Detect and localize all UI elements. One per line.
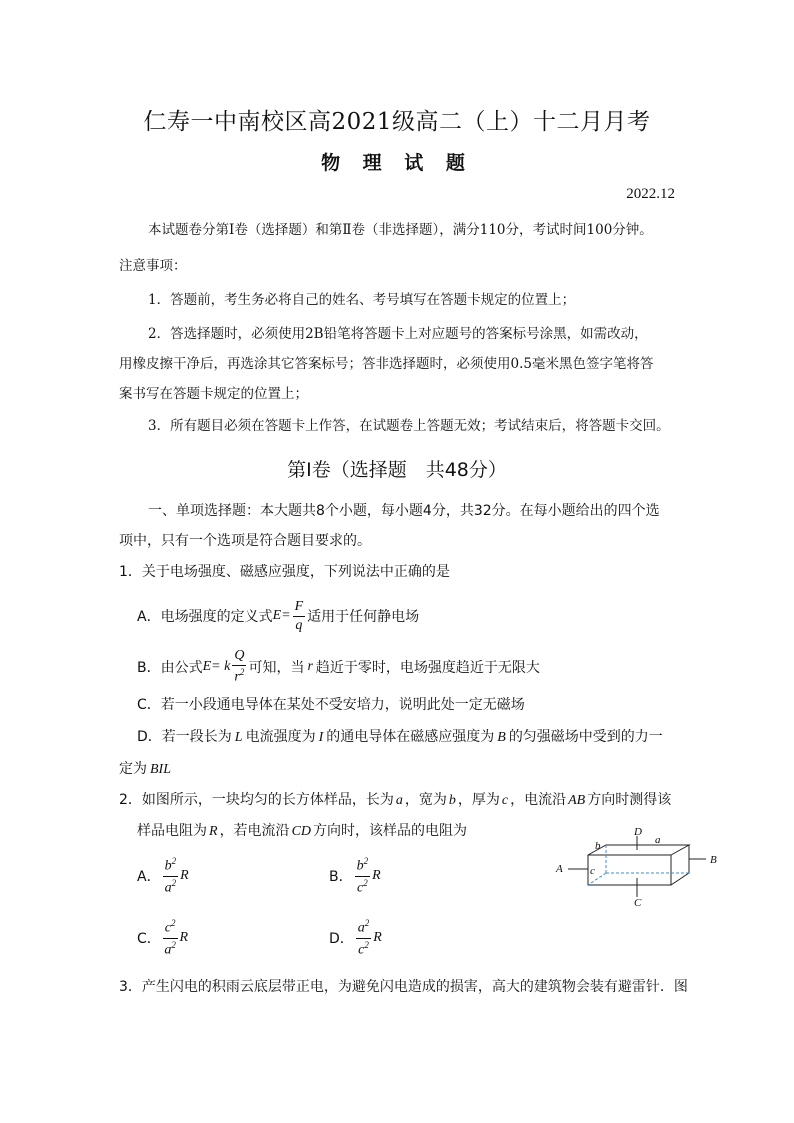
q1-a-fraction [293,600,306,633]
q1-b-variable: r [307,659,313,674]
q1-stem: 1．关于电场强度、磁感应强度，下列说法中正确的是 [119,564,450,580]
q1-a-denominator: q [295,617,303,633]
figure-label-C: C [634,897,642,909]
q1-option-d-line-2: 定为 BIL [119,761,171,777]
figure-label-D: D [634,826,642,838]
q2-option-d: D． $\frac{a^2}{c^2}$ R [329,917,382,958]
q2-stem-line-2: 样品电阻为 R ，若电流沿 CD 方向时，该样品的电阻为 [137,823,468,839]
note-2-line-2: 用橡皮擦干净后，再选涂其它答案标号；答非选择题时，必须使用0.5毫米黑色签字笔将答 [119,356,654,372]
cuboid-front-face [588,855,671,885]
figure-label-B: B [710,854,717,866]
q1-option-b [137,647,540,687]
q1-option-a-label: A．电场强度的定义式 [137,609,273,625]
q2-stem-line-1: 2．如图所示，一块均匀的长方体样品，长为 a ，宽为 b ，厚为 c ，电流沿 AB 方向时测得该 [119,792,672,808]
q2-cuboid-figure [548,826,728,910]
q2-option-c: C． $\frac{c^2}{a^2}$ R [137,917,189,958]
q2-option-a: A． $\frac{b^2}{a^2}$ R [137,855,189,896]
section-instructions-line-2: 项中，只有一个选项是符合题目要求的。 [119,533,371,549]
intro-text: 本试题卷分第Ⅰ卷（选择题）和第Ⅱ卷（非选择题），满分110分，考试时间100分钟。 [148,222,653,238]
q1-option-b-label: B．由公式 [137,660,203,676]
q1-a-formula-lhs: E [272,608,282,623]
exam-title: 仁寿一中南校区高2021级高二（上）十二月月考 [143,109,651,135]
exam-subject: 物 理 试 题 [321,152,473,174]
q1-option-c: C．若一小段通电导体在某处不受安培力，说明此处一定无磁场 [137,697,525,713]
note-3: 3．所有题目必须在答题卡上作答，在试题卷上答题无效；考试结束后，将答题卡交回。 [148,418,670,434]
q3-stem-line-1: 3．产生闪电的积雨云底层带正电，为避免闪电造成的损害，高大的建筑物会装有避雷针．图 [119,979,688,995]
q1-option-a-text: 适用于任何静电场 [307,609,420,625]
figure-label-a: a [655,834,661,846]
q1-a-numerator: F [293,600,306,617]
figure-label-A: A [556,863,563,875]
notes-title: 注意事项： [119,258,187,274]
cuboid-right-face [671,845,689,885]
note-2-line-3: 案书写在答题卡规定的位置上； [119,386,308,402]
section-title: 第Ⅰ卷（选择题 共48分） [287,459,507,481]
note-2-line-1: 2．答选择题时，必须使用2B铅笔将答题卡上对应题号的答案标号涂黑，如需改动， [148,326,648,342]
q2-option-b: B． $\frac{b^2}{c^2}$ R [329,855,381,896]
q1-b-formula-lhs: E [202,659,212,674]
q1-b-numerator: Q [232,649,246,666]
q1-a-formula-eq: = [281,608,291,623]
cuboid-top-face [588,845,689,855]
q1-option-d: D．若一段长为 L 电流强度为 I 的通电导体在磁感应强度为 B 的匀强磁场中受到的力一 [137,729,663,745]
q1-option-b-text-1: 可知，当 [248,660,305,676]
q1-option-a [137,596,419,636]
figure-label-c: c [590,865,595,877]
q1-b-denominator: $r^2$ [234,667,245,685]
cuboid-hidden-edges [588,845,689,885]
figure-label-b: b [595,840,601,852]
section-instructions-line-1: 一、单项选择题：本大题共8个小题，每小题4分，共32分。在每小题给出的四个选 [148,503,660,519]
q1-b-fraction [232,649,246,685]
q1-b-formula-eq: = k [211,659,231,674]
q1-option-b-text-2: 趋近于零时，电场强度趋近于无限大 [315,660,540,676]
exam-date: 2022.12 [626,186,675,202]
note-1: 1．答题前，考生务必将自己的姓名、考号填写在答题卡规定的位置上； [148,292,576,308]
